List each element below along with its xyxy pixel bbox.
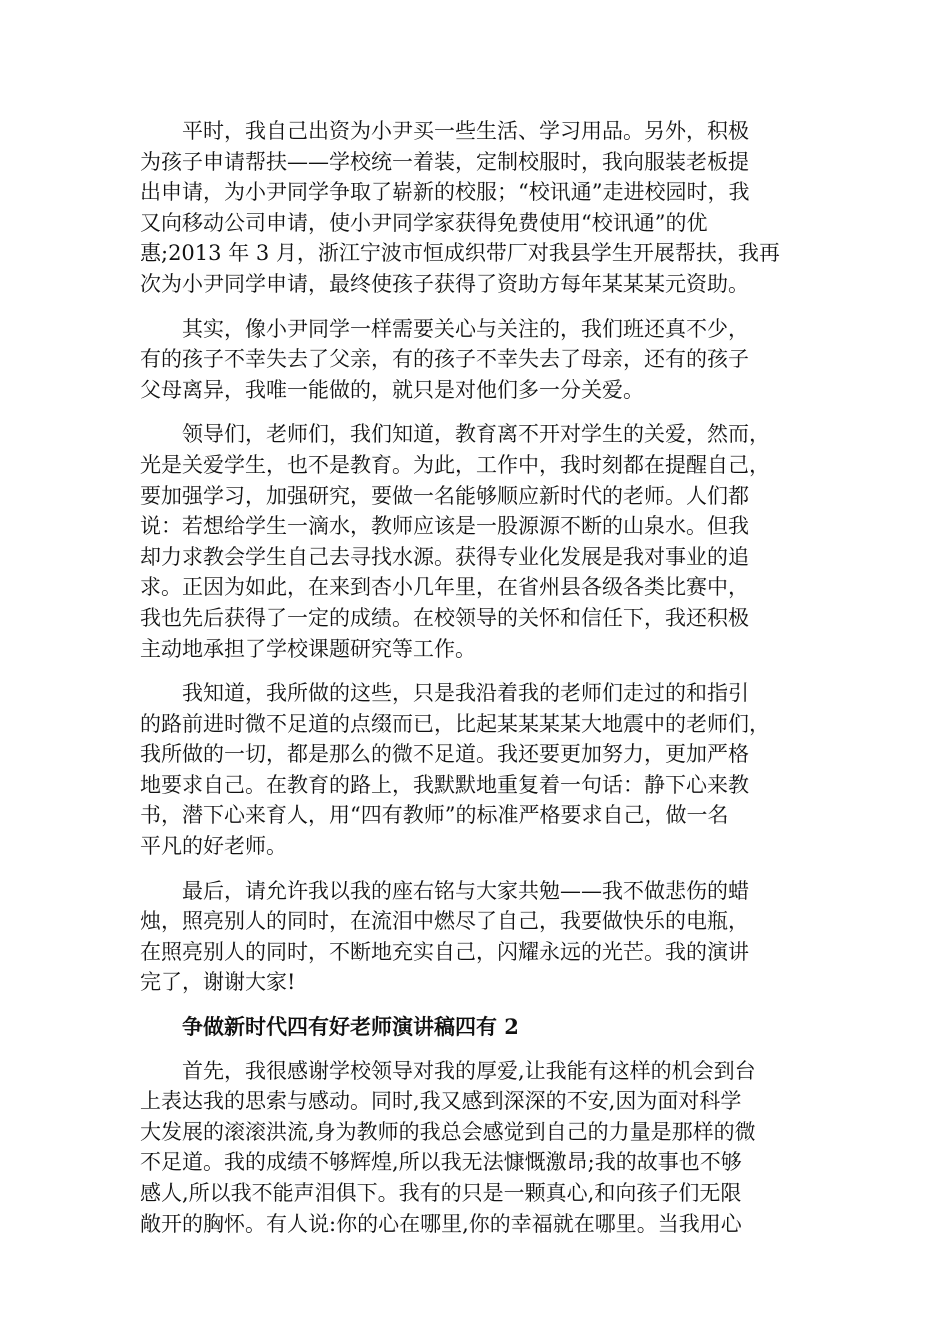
text-line: 求。正因为如此，在来到杏小几年里，在省州县各级各类比赛中， (140, 575, 749, 600)
paragraph-speech-two-intro (140, 1056, 820, 1240)
text-line: 平时，我自己出资为小尹买一些生活、学习用品。另外，积极 (140, 119, 749, 143)
text-line: 我也先后获得了一定的成绩。在校领导的关怀和信任下，我还积极 (140, 605, 749, 630)
text-line: 上表达我的思索与感动。同时,我又感到深深的不安,因为面对科学 (140, 1089, 742, 1114)
text-line: 敞开的胸怀。有人说:你的心在哪里,你的幸福就在哪里。当我用心 (140, 1211, 742, 1236)
text-line: 感人,所以我不能声泪俱下。我有的只是一颗真心,和向孩子们无限 (140, 1181, 742, 1205)
text-line: 出申请，为小尹同学争取了崭新的校服；“校讯通”走进校园时，我 (140, 180, 750, 205)
text-line: 为孩子申请帮扶——学校统一着装，定制校服时，我向服装老板提 (140, 149, 749, 174)
paragraph-humble-teacher (140, 678, 820, 862)
text-line: 其实，像小尹同学一样需要关心与关注的，我们班还真不少， (140, 316, 749, 341)
text-line: 平凡的好老师。 (140, 834, 287, 859)
text-line: 我所做的一切，都是那么的微不足道。我还要更加努力，更加严格 (140, 742, 749, 767)
text-line: 光是关爱学生，也不是教育。为此，工作中，我时刻都在提醒自己， (140, 452, 770, 477)
text-line: 最后，请允许我以我的座右铭与大家共勉——我不做悲伤的蜡 (140, 878, 749, 903)
text-line: 有的孩子不幸失去了父亲，有的孩子不幸失去了母亲，还有的孩子 (140, 347, 749, 372)
document-page (140, 116, 820, 1253)
text-line: 次为小尹同学申请，最终使孩子获得了资助方每年某某某元资助。 (140, 271, 749, 296)
text-line: 要加强学习，加强研究，要做一名能够顺应新时代的老师。人们都 (140, 483, 749, 508)
paragraph-closing-motto (140, 876, 820, 998)
text-line: 领导们，老师们，我们知道，教育离不开对学生的关爱，然而， (140, 422, 770, 447)
paragraph-professional-growth (140, 419, 820, 664)
text-line: 父母离异，我唯一能做的，就只是对他们多一分关爱。 (140, 377, 644, 402)
text-line: 又向移动公司申请，使小尹同学家获得免费使用“校讯通”的优 (140, 210, 708, 235)
paragraph-support-student (140, 116, 820, 300)
text-line: 却力求教会学生自己去寻找水源。获得专业化发展是我对事业的追 (140, 544, 749, 569)
text-line: 在照亮别人的同时，不断地充实自己，闪耀永远的光芒。我的演讲 (140, 939, 749, 964)
text-line: 书，潜下心来育人，用“四有教师”的标准严格要求自己，做一名 (140, 803, 729, 828)
text-line: 主动地承担了学校课题研究等工作。 (140, 636, 476, 661)
text-line: 不足道。我的成绩不够辉煌,所以我无法慷慨激昂;我的故事也不够 (140, 1150, 742, 1175)
text-line: 烛，照亮别人的同时，在流泪中燃尽了自己，我要做快乐的电瓶， (140, 909, 749, 934)
text-line: 我知道，我所做的这些，只是我沿着我的老师们走过的和指引 (140, 681, 749, 706)
text-line: 惠;2013 年 3 月，浙江宁波市恒成织带厂对我县学生开展帮扶，我再 (140, 241, 780, 266)
paragraph-caring-students (140, 314, 820, 406)
text-line: 说：若想给学生一滴水，教师应该是一股源源不断的山泉水。但我 (140, 514, 749, 539)
text-line: 地要求自己。在教育的路上，我默默地重复着一句话：静下心来教 (140, 772, 749, 797)
text-line: 完了，谢谢大家! (140, 970, 296, 995)
text-line: 首先，我很感谢学校领导对我的厚爱,让我能有这样的机会到台 (140, 1058, 756, 1083)
section-heading: 争做新时代四有好老师演讲稿四有 2 (182, 1014, 519, 1040)
text-line: 大发展的滚滚洪流,身为教师的我总会感觉到自己的力量是那样的微 (140, 1119, 756, 1144)
text-line: 的路前进时微不足道的点缀而已，比起某某某某大地震中的老师们， (140, 711, 770, 736)
